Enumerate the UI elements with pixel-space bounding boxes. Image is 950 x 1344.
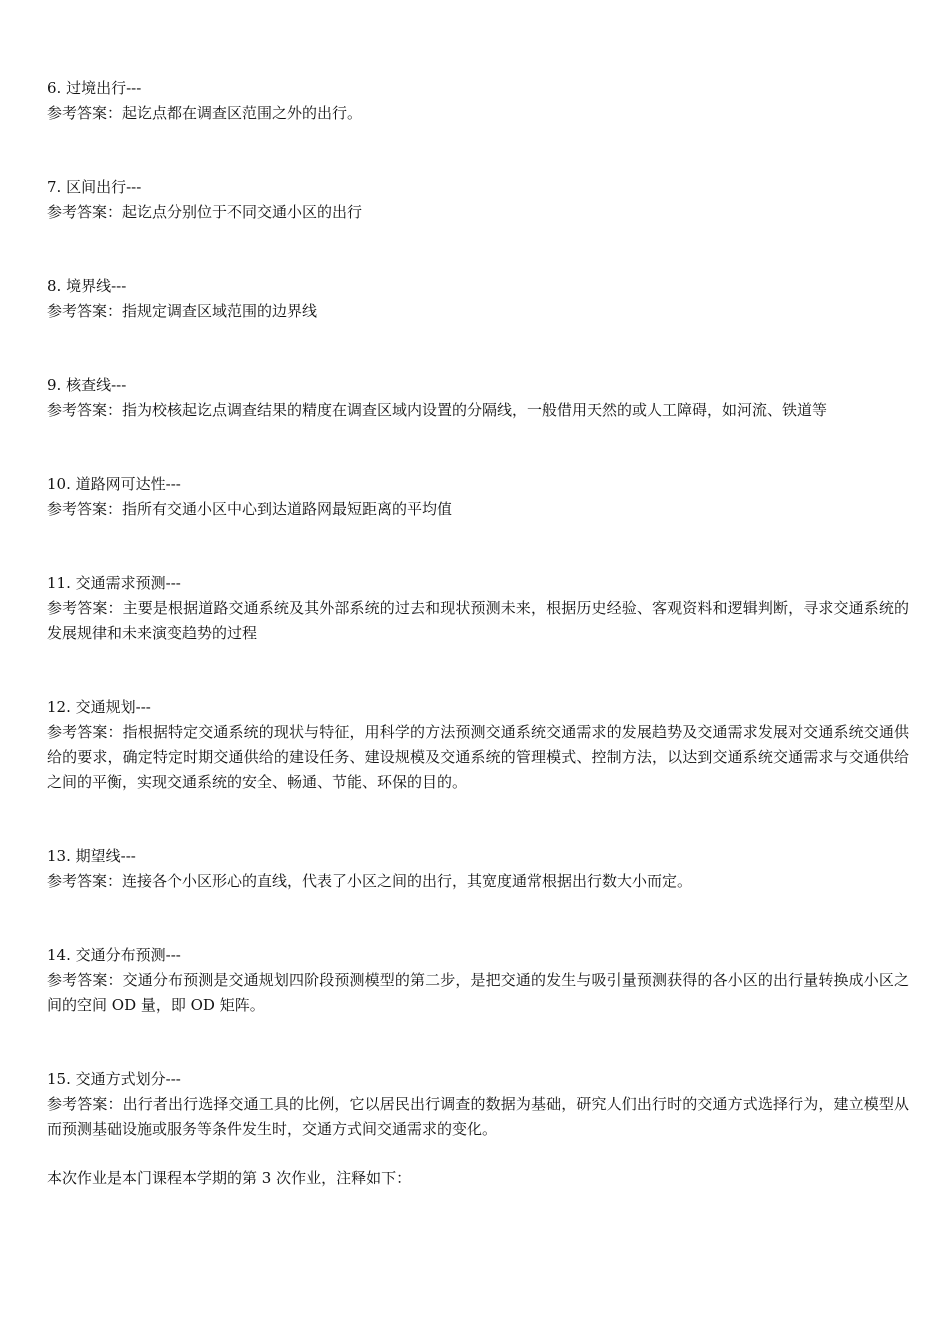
reference-answer: 参考答案：出行者出行选择交通工具的比例，它以居民出行调查的数据为基础，研究人们出行时的交通方式选择行为，建立模型从而预测基础设施或服务等条件发生时，交通方式间交通需求的变化。 xyxy=(47,1095,909,1138)
term-heading: 7. 区间出行--- xyxy=(47,178,142,196)
reference-answer: 参考答案：连接各个小区形心的直线，代表了小区之间的出行，其宽度通常根据出行数大小而定。 xyxy=(47,872,693,890)
qa-entry-10 xyxy=(47,472,909,522)
qa-entry-13 xyxy=(47,844,909,894)
reference-answer: 参考答案：指所有交通小区中心到达道路网最短距离的平均值 xyxy=(47,500,453,518)
reference-answer: 参考答案：起讫点分别位于不同交通小区的出行 xyxy=(47,203,363,221)
term-heading: 11. 交通需求预测--- xyxy=(47,574,181,592)
qa-entry-15 xyxy=(47,1067,909,1142)
term-heading: 15. 交通方式划分--- xyxy=(47,1070,181,1088)
qa-entry-11 xyxy=(47,571,909,646)
assignment-note: 本次作业是本门课程本学期的第 3 次作业，注释如下： xyxy=(47,1169,412,1187)
qa-entry-14 xyxy=(47,943,909,1018)
reference-answer: 参考答案：指根据特定交通系统的现状与特征，用科学的方法预测交通系统交通需求的发展趋势及交通需求发展对交通系统交通供给的要求，确定特定时期交通供给的建设任务、建设规模及交通系统的管理模式、控制方法，以达到交通系统交通需求与交通供给之间的平衡，实现交通系统的安全、畅通、节能、环保的目的。 xyxy=(47,723,909,791)
qa-entry-12 xyxy=(47,695,909,795)
document-page xyxy=(47,76,909,1191)
reference-answer: 参考答案：起讫点都在调查区范围之外的出行。 xyxy=(47,104,363,122)
qa-entry-7 xyxy=(47,175,909,225)
reference-answer: 参考答案：指为校核起讫点调查结果的精度在调查区域内设置的分隔线，一般借用天然的或人工障碍，如河流、铁道等 xyxy=(47,401,828,419)
reference-answer: 参考答案：指规定调查区域范围的边界线 xyxy=(47,302,318,320)
term-heading: 8. 境界线--- xyxy=(47,277,127,295)
term-heading: 9. 核查线--- xyxy=(47,376,127,394)
term-heading: 14. 交通分布预测--- xyxy=(47,946,181,964)
reference-answer: 参考答案：交通分布预测是交通规划四阶段预测模型的第二步，是把交通的发生与吸引量预测获得的各小区的出行量转换成小区之间的空间 OD 量，即 OD 矩阵。 xyxy=(47,971,909,1014)
reference-answer: 参考答案：主要是根据道路交通系统及其外部系统的过去和现状预测未来，根据历史经验、客观资料和逻辑判断，寻求交通系统的发展规律和未来演变趋势的过程 xyxy=(47,599,909,642)
term-heading: 13. 期望线--- xyxy=(47,847,136,865)
qa-entry-6 xyxy=(47,76,909,126)
term-heading: 6. 过境出行--- xyxy=(47,79,142,97)
term-heading: 12. 交通规划--- xyxy=(47,698,151,716)
qa-entry-9 xyxy=(47,373,909,423)
term-heading: 10. 道路网可达性--- xyxy=(47,475,181,493)
qa-entry-8 xyxy=(47,274,909,324)
